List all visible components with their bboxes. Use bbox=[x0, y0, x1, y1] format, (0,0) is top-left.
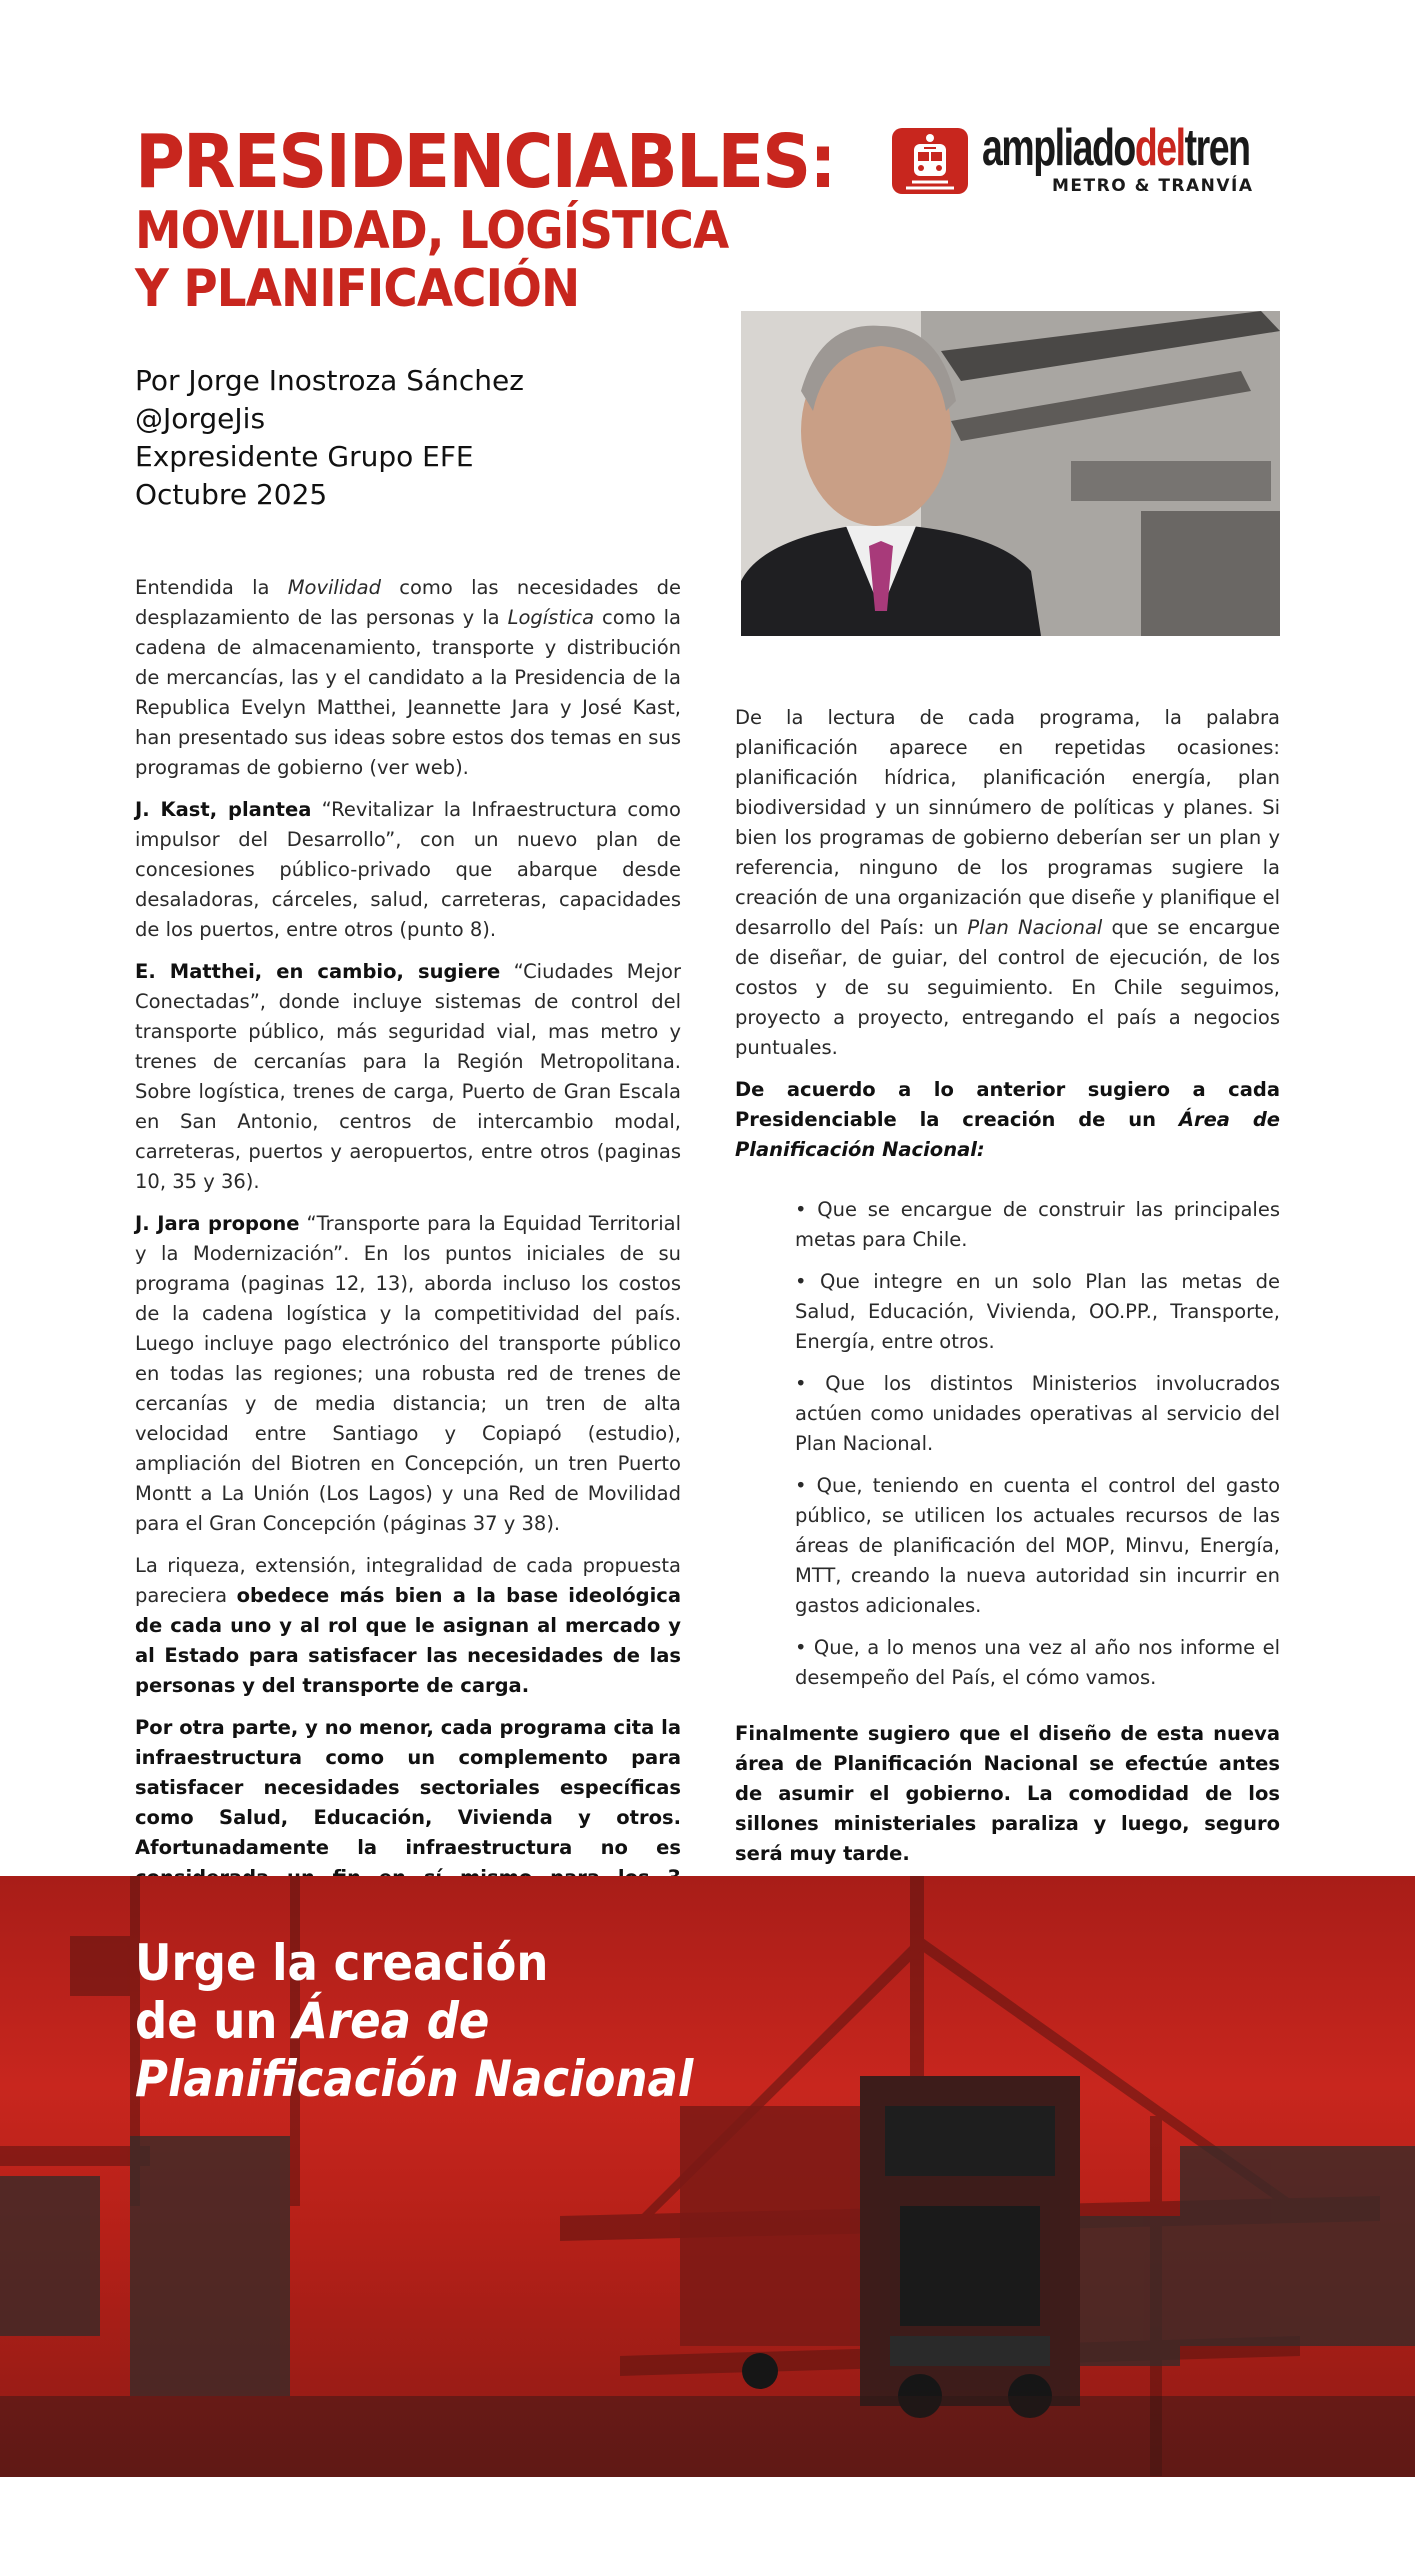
infrastructure-paragraph: Por otra parte, y no menor, cada programa cita la infraestructura como un complemento para satisfacer necesidades sectoriales específicas como Salud, Educación, Vivienda y otros. Afortunadamente la infraestructura no es bbox=[135, 1716, 681, 1859]
analysis-paragraph: La riqueza, extensión, integralidad de cada propuesta pareciera obedece más bien a la base ideológica de cada uno y al rol que le asignan al mercado y al Estado para satisfacer las necesidades de las personas y del transporte de carga. bbox=[135, 1554, 682, 1697]
title-sub-line1: MOVILIDAD, LOGÍSTICA bbox=[135, 201, 729, 261]
author-role: Expresidente Grupo EFE bbox=[135, 440, 474, 473]
logo-wordmark: ampliadodeltren bbox=[982, 119, 1250, 177]
list-item: • Que, a lo menos una vez al año nos informe el desempeño del País, el cómo vamos. bbox=[795, 1636, 1280, 1689]
planning-paragraph: De la lectura de cada programa, la palabra planificación aparece en repetidas ocasiones: planificación hídrica, planificación energía, plan biodiversidad y un sinnúmero de políticas y planes. Si bien los programas de gobierno deberían ser un plan y referencia, ninguno de los programas sugiere la creación de una organización que diseñe y planifique el desarrollo del País: un Plan Nacional que se encargue de diseñar, de guiar, del control de ejecución, de los costos y de su seguimiento. En Chile seguimos, proyecto a proyecto, entregando el país a negocios puntuales. bbox=[735, 706, 1281, 1059]
list-item: • Que los distintos Ministerios involucrados actúen como unidades operativas al servicio del Plan Nacional. bbox=[795, 1372, 1280, 1455]
list-item: • Que, teniendo en cuenta el control del gasto público, se utilicen los actuales recursos de las áreas de planificación del MOP, Minvu, Energía, MTT, creando la nueva autoridad sin incurrir en gastos adicionales. bbox=[795, 1474, 1280, 1617]
list-item: • Que integre en un solo Plan las metas de Salud, Educación, Vivienda, OO.PP., Transporte, Energía, entre otros. bbox=[795, 1270, 1280, 1353]
author-name: Por Jorge Inostroza Sánchez bbox=[135, 364, 524, 397]
train-icon bbox=[892, 128, 968, 194]
list-item: • Que se encargue de construir las principales metas para Chile. bbox=[795, 1198, 1280, 1251]
proposal-paragraph: De acuerdo a lo anterior sugiero a cada Presidenciable la creación de un Área de Planificación Nacional: bbox=[735, 1078, 1280, 1161]
article-title bbox=[135, 119, 895, 319]
jara-paragraph: J. Jara propone “Transporte para la Equidad Territorial y la Modernización”. En los puntos iniciales de su programa (paginas 12, 13), aborda incluso los costos de la cadena logística y la competitividad del país. Luego incluye pago electrónico del transporte público en todas las regiones; una robusta red de trenes de cercanías y de media distancia; un tren de alta velocidad entre Santiago y Copiapó (estudio), ampliación del Biotren en Concepción, un tren Puerto Montt a La Unión (Los Lagos) y una Red de Movilidad para el Gran Concepción (páginas 37 y 38). bbox=[135, 1212, 681, 1535]
article-column-left bbox=[135, 573, 681, 1935]
intro-paragraph: Entendida la Movilidad como las necesidades de desplazamiento de las personas y la Logística como la cadena de almacenamiento, transporte y distribución de mercancías, las y el candidato a la Presidencia de la Republica Evelyn Matthei, Jeannette Jara y José Kast, han presentado sus ideas sobre estos dos temas en sus programas de gobierno (ver web). bbox=[135, 576, 682, 779]
logo-tagline: METRO & TRANVÍA bbox=[1052, 176, 1254, 196]
article-column-right bbox=[735, 703, 1280, 1881]
closing-paragraph: Finalmente sugiero que el diseño de esta nueva área de Planificación Nacional se efectúe antes de asumir el gobierno. La comodidad de los sillones ministeriales paraliza y luego, seguro será muy tarde. bbox=[735, 1722, 1280, 1865]
proposal-list bbox=[795, 1195, 1280, 1693]
closing-banner bbox=[0, 1876, 1415, 2477]
banner-headline: Urge la creación de un Área de Planificación Nacional bbox=[135, 1934, 694, 2108]
publication-date: Octubre 2025 bbox=[135, 478, 328, 511]
author-handle: @JorgeJis bbox=[135, 402, 266, 435]
title-main: PRESIDENCIABLES: bbox=[135, 119, 835, 205]
matthei-paragraph: E. Matthei, en cambio, sugiere “Ciudades Mejor Conectadas”, donde incluye sistemas de control del transporte público, más seguridad vial, mas metro y trenes de cercanías para la Región Metropolitana. Sobre logística, trenes de carga, Puerto de Gran Escala en San Antonio, centros de intercambio modal, carreteras, puertos y aeropuertos, entre otros (paginas 10, 35 y 36). bbox=[135, 960, 681, 1193]
title-sub-line2: Y PLANIFICACIÓN bbox=[135, 259, 580, 319]
kast-paragraph: J. Kast, plantea “Revitalizar la Infraestructura como impulsor del Desarrollo”, con un nuevo plan de concesiones público-privado que abarque desde desaladoras, cárceles, salud, carreteras, capacidades de los puertos, entre otros (punto 8). bbox=[135, 798, 681, 941]
author-photo bbox=[741, 311, 1280, 636]
publication-logo bbox=[892, 119, 1282, 198]
byline bbox=[135, 362, 524, 514]
